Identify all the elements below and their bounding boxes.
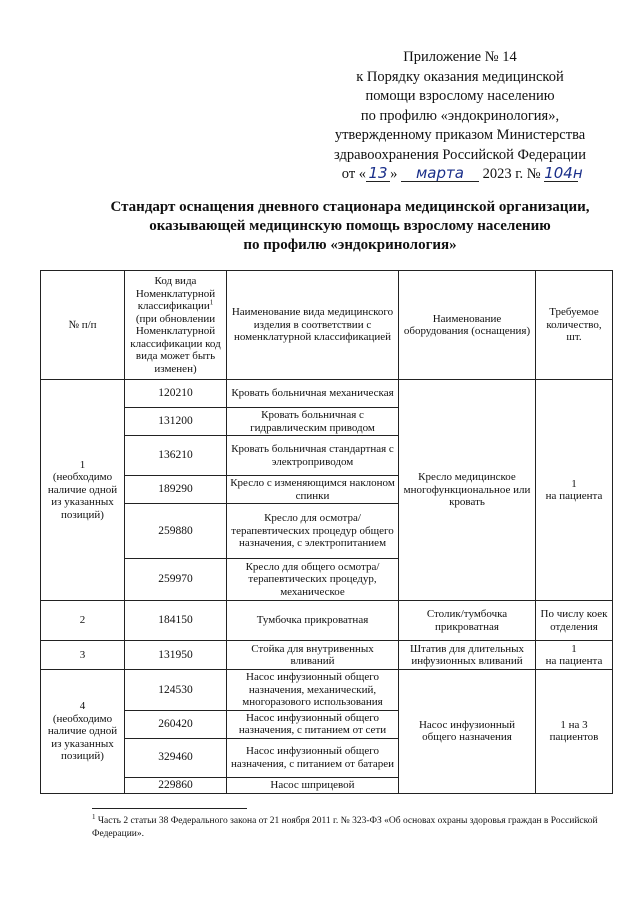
handwritten-month: марта [401,165,479,182]
equipment-cell: Столик/тумбочка прикроватная [399,601,536,641]
footnote-ref: 1 [209,298,214,307]
qty-cell: 1 на 3 пациентов [536,670,613,794]
code-cell: 329460 [125,738,227,777]
code-cell: 124530 [125,670,227,711]
date-year: 2023 г. № [482,166,541,182]
title-line: Стандарт оснащения дневного стационара медицинской организации, [110,199,590,215]
appendix-block [300,48,620,185]
appendix-number: Приложение № 14 [403,49,517,65]
code-cell: 260420 [125,710,227,738]
name-cell: Кровать больничная стандартная с электроприводом [227,436,399,476]
group-number-cell [41,670,125,794]
name-cell: Кресло для осмотра/терапевтических процедур общего назначения, с электропитанием [227,504,399,559]
name-cell: Стойка для внутривенных вливаний [227,641,399,670]
code-cell: 229860 [125,777,227,793]
footnote [92,812,612,841]
name-cell: Насос инфузионный общего назначения, с питанием от батареи [227,738,399,777]
header-name: Наименование вида медицинского изделия в соответствии с номенклатурной классификацией [227,271,399,380]
table-row [41,380,613,408]
appendix-line: по профилю «эндокринология», [360,107,560,124]
qty-cell: По числу коек отделения [536,601,613,641]
name-cell: Кресло с изменяющимся наклоном спинки [227,476,399,504]
name-cell: Кровать больничная с гидравлическим приводом [227,408,399,436]
name-cell: Кровать больничная механическая [227,380,399,408]
code-cell: 184150 [125,601,227,641]
date-prefix: от « [341,166,367,182]
group-number-cell [41,380,125,601]
code-cell: 136210 [125,436,227,476]
code-cell: 131950 [125,641,227,670]
handwritten-order-number: 104н [544,164,583,182]
handwritten-day: 13 [366,165,390,182]
table-row [41,641,613,670]
appendix-line: к Порядку оказания медицинской [356,68,564,85]
appendix-line: помощи взрослому населению [365,88,555,104]
name-cell: Насос шприцевой [227,777,399,793]
document-title [60,198,640,255]
footnote-divider [92,808,247,809]
group-note: (необходимо наличие одной из указанных позиций) [47,712,118,762]
title-line: оказывающей медицинскую помощь взрослому населению [149,218,551,234]
header-num: № п/п [41,271,125,380]
footnote-mark: 1 [92,812,96,821]
equipment-standard-table [40,270,613,794]
equipment-cell: Штатив для длительных инфузионных вливаний [399,641,536,670]
name-cell: Тумбочка прикроватная [227,601,399,641]
code-cell: 120210 [125,380,227,408]
code-cell: 259880 [125,504,227,559]
code-cell: 189290 [125,476,227,504]
name-cell: Кресло для общего осмотра/терапевтических процедур, механическое [227,559,399,601]
name-cell: Насос инфузионный общего назначения, с питанием от сети [227,710,399,738]
appendix-line: здравоохранения Российской Федерации [334,146,586,163]
header-qty: Требуемое количество, шт. [536,271,613,380]
group-note: (необходимо наличие одной из указанных позиций) [47,471,118,521]
appendix-line: утвержденному приказом Министерства [334,127,586,143]
order-date-line [300,165,620,185]
group-number-cell: 3 [41,641,125,670]
qty-cell: 1 на пациента [536,380,613,601]
group-number: 4 [79,700,86,712]
date-quote: » [390,166,398,182]
header-code: Код вида Номенклатурной классификации$^1$ (при обновлении Номенклатурной классификации код вида может быть изменен) [125,271,227,380]
code-cell: 259970 [125,559,227,601]
table-header-row [41,271,613,380]
header-equipment: Наименование оборудования (оснащения) [399,271,536,380]
group-number: 1 [79,458,86,471]
code-cell: 131200 [125,408,227,436]
qty-cell: 1 на пациента [536,641,613,670]
title-line: по профилю «эндокринология» [243,237,457,253]
group-number-cell: 2 [41,601,125,641]
equipment-cell: Кресло медицинское многофункциональное или кровать [399,380,536,601]
table-row [41,601,613,641]
footnote-text: Часть 2 статьи 38 Федерального закона от 21 ноября 2011 г. № 323-ФЗ «Об основах охраны здоровья граждан в Российской Федерации». [92,816,598,839]
table-row [41,670,613,711]
equipment-cell: Насос инфузионный общего назначения [399,670,536,794]
name-cell: Насос инфузионный общего назначения, механический, многоразового использования [227,670,399,711]
